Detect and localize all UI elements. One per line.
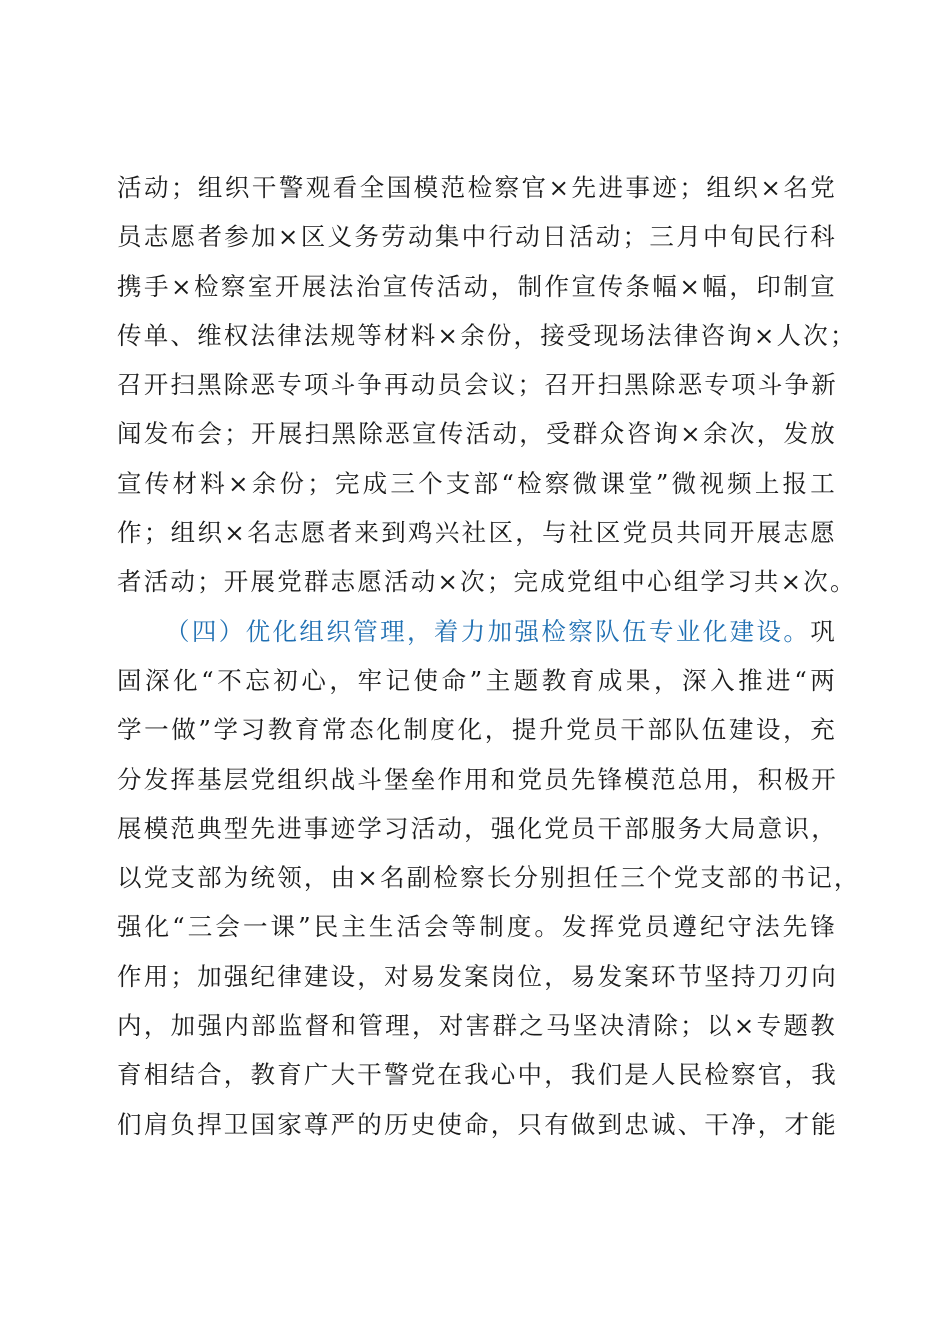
text-line: 学一做”学习教育常态化制度化，提升党员干部队伍建设，充	[117, 715, 837, 745]
text-line: 者活动；开展党群志愿活动×次；完成党组中心组学习共×次。	[117, 567, 857, 597]
section-heading: （四）优化组织管理，着力加强检察队伍专业化建设。	[165, 616, 811, 646]
text-line: 作用；加强纪律建设，对易发案岗位，易发案环节坚持刀刃向	[117, 961, 838, 991]
text-line: 携手×检察室开展法治宣传活动，制作宣传条幅×幅，印制宣	[117, 271, 837, 301]
text-line: 宣传材料×余份；完成三个支部“检察微课堂”微视频上报工	[117, 468, 837, 498]
text-line: 传单、维权法律法规等材料×余份，接受现场法律咨询×人次；	[117, 320, 857, 350]
text-line: 育相结合，教育广大干警党在我心中，我们是人民检察官，我	[117, 1060, 838, 1090]
text-line: 作；组织×名志愿者来到鸡兴社区，与社区党员共同开展志愿	[117, 518, 837, 548]
text-line: 们肩负捍卫国家尊严的历史使命，只有做到忠诚、干净，才能	[117, 1109, 838, 1139]
text-line: 内，加强内部监督和管理，对害群之马坚决清除；以×专题教	[117, 1011, 837, 1041]
text-run: 巩	[810, 616, 837, 646]
text-line: 以党支部为统领，由×名副检察长分别担任三个党支部的书记，	[117, 863, 861, 893]
text-line: 固深化“不忘初心，牢记使命”主题教育成果，深入推进“两	[117, 665, 837, 695]
text-line: 召开扫黑除恶专项斗争再动员会议；召开扫黑除恶专项斗争新	[117, 370, 838, 400]
text-line: 展模范典型先进事迹学习活动，强化党员干部服务大局意识，	[117, 813, 838, 843]
text-line: 强化“三会一课”民主生活会等制度。发挥党员遵纪守法先锋	[117, 912, 837, 942]
text-line: 闻发布会；开展扫黑除恶宣传活动，受群众咨询×余次，发放	[117, 419, 837, 449]
section-heading-line	[117, 607, 837, 656]
document-body	[117, 163, 861, 1149]
text-line: 员志愿者参加×区义务劳动集中行动日活动；三月中旬民行科	[117, 222, 837, 252]
text-line: 分发挥基层党组织战斗堡垒作用和党员先锋模范总用，积极开	[117, 764, 838, 794]
text-line: 活动；组织干警观看全国模范检察官×先进事迹；组织×名党	[117, 173, 837, 202]
